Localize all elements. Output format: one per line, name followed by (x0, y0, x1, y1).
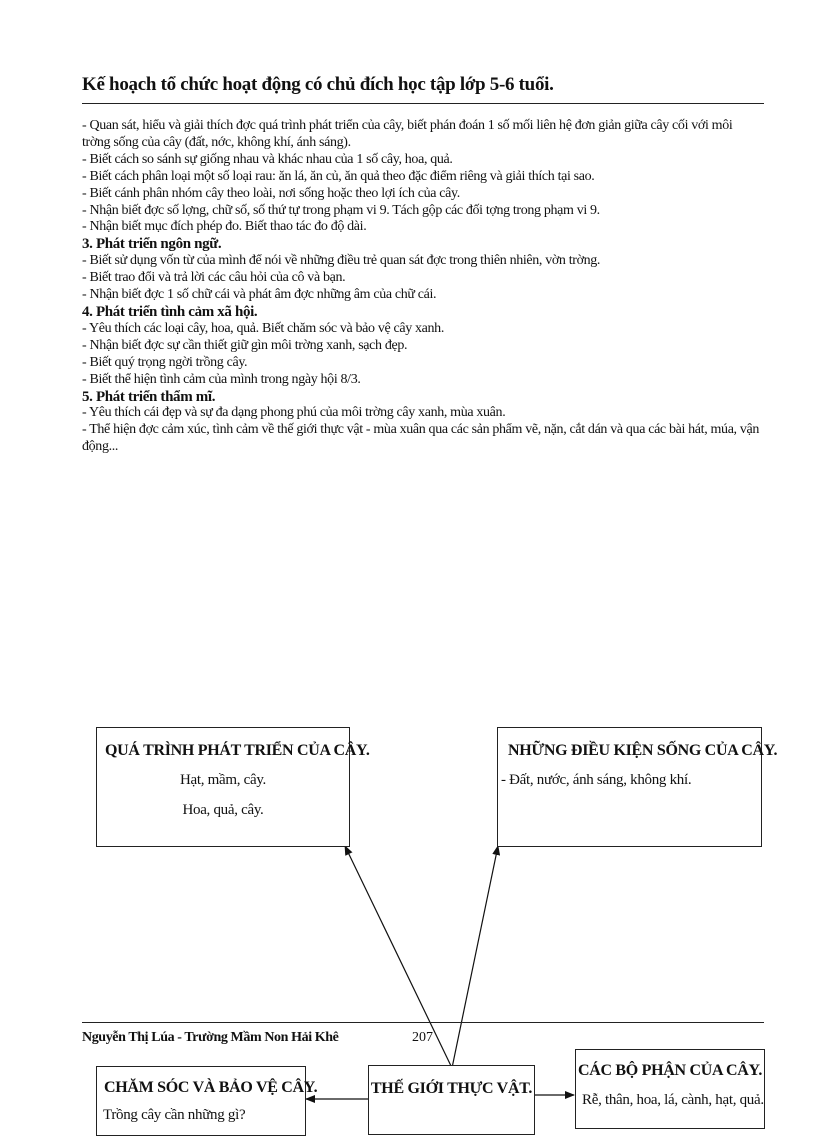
box-plant-world (368, 1065, 535, 1135)
box-center-title: THẾ GIỚI THỰC VẬT. (370, 1080, 533, 1097)
section-heading-aesthetic: 5. Phát triển thẩm mĩ. (82, 388, 216, 405)
objective-line: - Biết cách so sánh sự giống nhau và khác nhau của 1 số cây, hoa, quả. (82, 151, 453, 167)
box-growth-process (96, 727, 370, 847)
box-parts-line: Rễ, thân, hoa, lá, cành, hạt, quả. (582, 1092, 764, 1108)
objective-line: - Quan sát, hiểu và giải thích đợc quá trình phát triển của cây, biết phán đoán 1 số mối liên hệ đơn giản giữa cây cối với môi (82, 118, 733, 133)
box-growth-line: Hoa, quả, cây. (182, 802, 264, 818)
box-care-line: Trồng cây cần những gì? (103, 1107, 246, 1123)
footer-rule (82, 1022, 764, 1023)
objective-line: - Nhận biết mục đích phép đo. Biết thao tác đo độ dài. (82, 219, 367, 235)
box-living-conditions (497, 727, 778, 847)
box-growth-line: Hạt, mầm, cây. (179, 772, 267, 788)
box-care-title: CHĂM SÓC VÀ BẢO VỆ CÂY. (104, 1079, 318, 1096)
objective-line: trờng sống của cây (đất, nớc, không khí, ánh sáng). (82, 134, 351, 150)
objective-line: - Biết cách phân loại một số loại rau: ăn lá, ăn củ, ăn quả theo đặc điểm riêng và giải thích tại sao. (82, 168, 595, 184)
footer-author: Nguyễn Thị Lúa - Trường Mầm Non Hải Khê (82, 1030, 339, 1045)
objective-line: - Biết thể hiện tình cảm của mình trong ngày hội 8/3. (82, 371, 361, 387)
objective-line: - Biết cánh phân nhóm cây theo loài, nơi sống hoặc theo lợi ích của cây. (82, 185, 460, 201)
objective-line: - Yêu thích các loại cây, hoa, quả. Biết chăm sóc và bảo vệ cây xanh. (82, 320, 444, 336)
box-care-protect (96, 1066, 318, 1136)
objective-line: động... (82, 439, 119, 455)
box-conditions-line: - Đất, nước, ánh sáng, không khí. (501, 772, 692, 788)
section-heading-language: 3. Phát triển ngôn ngữ. (82, 236, 222, 253)
page-number: 207 (412, 1030, 433, 1045)
objective-line: - Biết quý trọng ngời trồng cây. (82, 354, 248, 370)
objective-line: - Biết trao đổi và trả lời các câu hỏi của cô và bạn. (82, 270, 346, 286)
box-growth-title: QUÁ TRÌNH PHÁT TRIỂN CỦA CÂY. (105, 742, 370, 759)
arrow-to-conditions (452, 846, 498, 1068)
box-parts-title: CÁC BỘ PHẬN CỦA CÂY. (577, 1062, 763, 1079)
box-conditions-title: NHỮNG ĐIỀU KIỆN SỐNG CỦA CÂY. (508, 742, 778, 759)
page-title: Kế hoạch tổ chức hoạt động có chủ đích học tập lớp 5-6 tuổi. (82, 74, 554, 95)
objective-line: - Nhận biết đợc 1 số chữ cái và phát âm đợc những âm của chữ cái. (82, 287, 437, 303)
arrow-to-growth (345, 846, 452, 1068)
box-plant-parts (575, 1049, 765, 1129)
objective-line: - Thể hiện đợc cảm xúc, tình cảm về thế giới thực vật - mùa xuân qua các sản phẩm vẽ, nặn, cắt dán và qua các bài hát, múa, vận (82, 422, 760, 438)
objective-line: - Nhận biết đợc số lợng, chữ số, số thứ tự trong phạm vi 9. Tách gộp các đối tợng trong phạm vi 9. (82, 202, 600, 218)
objective-line: - Nhận biết đợc sự cần thiết giữ gìn môi trờng xanh, sạch đẹp. (82, 337, 408, 353)
section-heading-social: 4. Phát triển tình cảm xã hội. (82, 303, 258, 320)
objective-line: - Biết sử dụng vốn từ của mình để nói về những điều trẻ quan sát đợc trong thiên nhiên, vờn trờng. (82, 253, 601, 269)
objective-line: - Yêu thích cái đẹp và sự đa dạng phong phú của môi trờng cây xanh, mùa xuân. (82, 405, 506, 421)
